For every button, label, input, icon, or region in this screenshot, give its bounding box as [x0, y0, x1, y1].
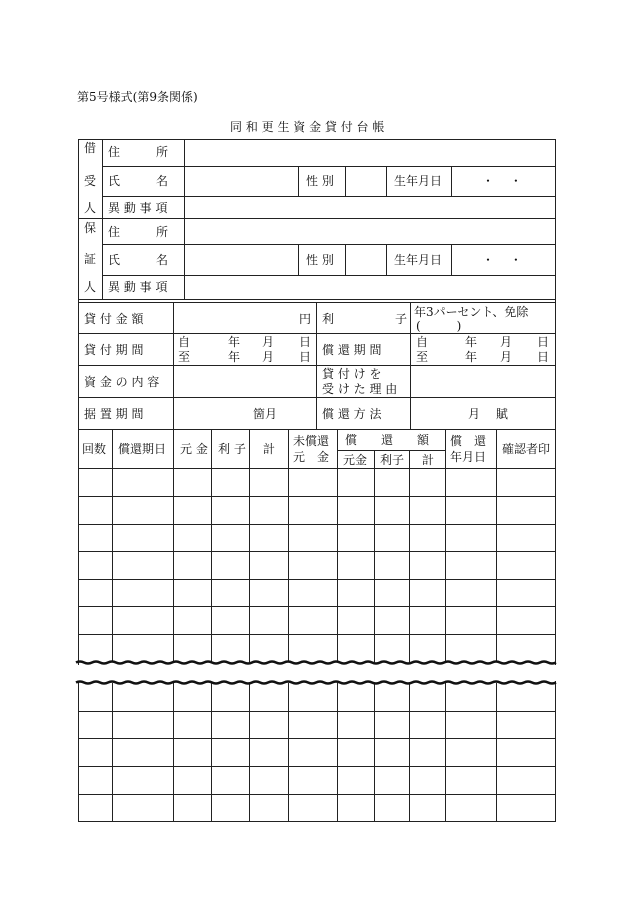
col-due-date: 償還期日 — [118, 442, 167, 456]
col-stamp: 確認者印 — [502, 442, 551, 456]
fund-content-label: 資 金 の 内 容 — [84, 375, 160, 389]
col-interest: 利 子 — [218, 442, 246, 456]
page-title: 同 和 更 生 資 金 貸 付 台 帳 — [230, 120, 385, 134]
repay-period-from-month: 月 — [500, 335, 513, 349]
col-repaid-total: 計 — [422, 453, 435, 467]
loan-amount-unit: 円 — [299, 312, 312, 326]
repay-period-to: 至 — [416, 350, 429, 364]
col-repay-date-2: 年月日 — [450, 450, 487, 464]
borrower-gender-label: 性 別 — [306, 174, 334, 188]
repay-method-label: 償 還 方 法 — [322, 407, 382, 421]
col-repay-date-1: 償 還 — [450, 434, 487, 448]
interest-rate-text: 年3パーセント、免除 — [414, 305, 529, 319]
guarantor-birth-label: 生年月日 — [394, 253, 443, 267]
loan-period-to: 至 — [178, 350, 191, 364]
col-repaid-interest: 利子 — [380, 453, 405, 467]
guarantor-address-label: 住 所 — [108, 225, 169, 239]
loan-period-label: 貸 付 期 間 — [84, 343, 144, 357]
loan-amount-label: 貸 付 金 額 — [84, 312, 144, 326]
guarantor-gender-label: 性 別 — [306, 253, 334, 267]
borrower-side-char-3: 人 — [84, 201, 97, 215]
guarantor-changes-label: 異 動 事 項 — [108, 280, 168, 294]
interest-exemption: ( ) — [416, 319, 462, 333]
guarantor-birth-dots: ・ ・ — [482, 253, 522, 267]
repay-method-monthly: 月 賦 — [468, 407, 508, 421]
borrower-address-label: 住 所 — [108, 145, 169, 159]
repay-period-from: 自 — [416, 335, 429, 349]
col-unpaid-1: 未償還 — [293, 434, 330, 448]
col-principal: 元 金 — [180, 442, 208, 456]
grace-period-label: 据 置 期 間 — [84, 407, 144, 421]
loan-period-from-year: 年 — [228, 335, 241, 349]
borrower-name-label: 氏 名 — [108, 174, 169, 188]
borrower-birth-label: 生年月日 — [394, 174, 443, 188]
loan-period-to-month: 月 — [262, 350, 275, 364]
loan-period-from-day: 日 — [299, 335, 312, 349]
reason-label-2: 受 け た 理 由 — [322, 382, 398, 396]
borrower-changes-label: 異 動 事 項 — [108, 201, 168, 215]
loan-period-from-month: 月 — [262, 335, 275, 349]
repay-period-to-year: 年 — [465, 350, 478, 364]
repay-period-from-year: 年 — [465, 335, 478, 349]
borrower-birth-dots: ・ ・ — [482, 174, 522, 188]
reason-label-1: 貸 付 け を — [322, 367, 382, 381]
borrower-side-char-1: 借 — [84, 141, 97, 155]
repay-period-label: 償 還 期 間 — [322, 343, 382, 357]
loan-period-to-year: 年 — [228, 350, 241, 364]
repay-period-to-day: 日 — [537, 350, 550, 364]
guarantor-name-label: 氏 名 — [108, 253, 169, 267]
loan-period-from: 自 — [178, 335, 191, 349]
col-unpaid-2: 元 金 — [293, 450, 330, 464]
col-total: 計 — [263, 442, 276, 456]
repay-period-to-month: 月 — [500, 350, 513, 364]
guarantor-side-char-2: 証 — [84, 252, 97, 266]
col-count: 回数 — [82, 442, 107, 456]
loan-period-to-day: 日 — [299, 350, 312, 364]
guarantor-side-char-1: 保 — [84, 221, 97, 235]
guarantor-side-char-3: 人 — [84, 280, 97, 294]
col-repaid-amount: 償 還 額 — [345, 433, 430, 447]
col-repaid-principal: 元金 — [343, 453, 368, 467]
grace-period-unit: 箇月 — [253, 407, 278, 421]
borrower-side-char-2: 受 — [84, 174, 97, 188]
interest-label-2: 子 — [395, 312, 408, 326]
form-number: 第5号様式(第9条関係) — [77, 90, 198, 104]
interest-label-1: 利 — [322, 312, 335, 326]
repay-period-from-day: 日 — [537, 335, 550, 349]
